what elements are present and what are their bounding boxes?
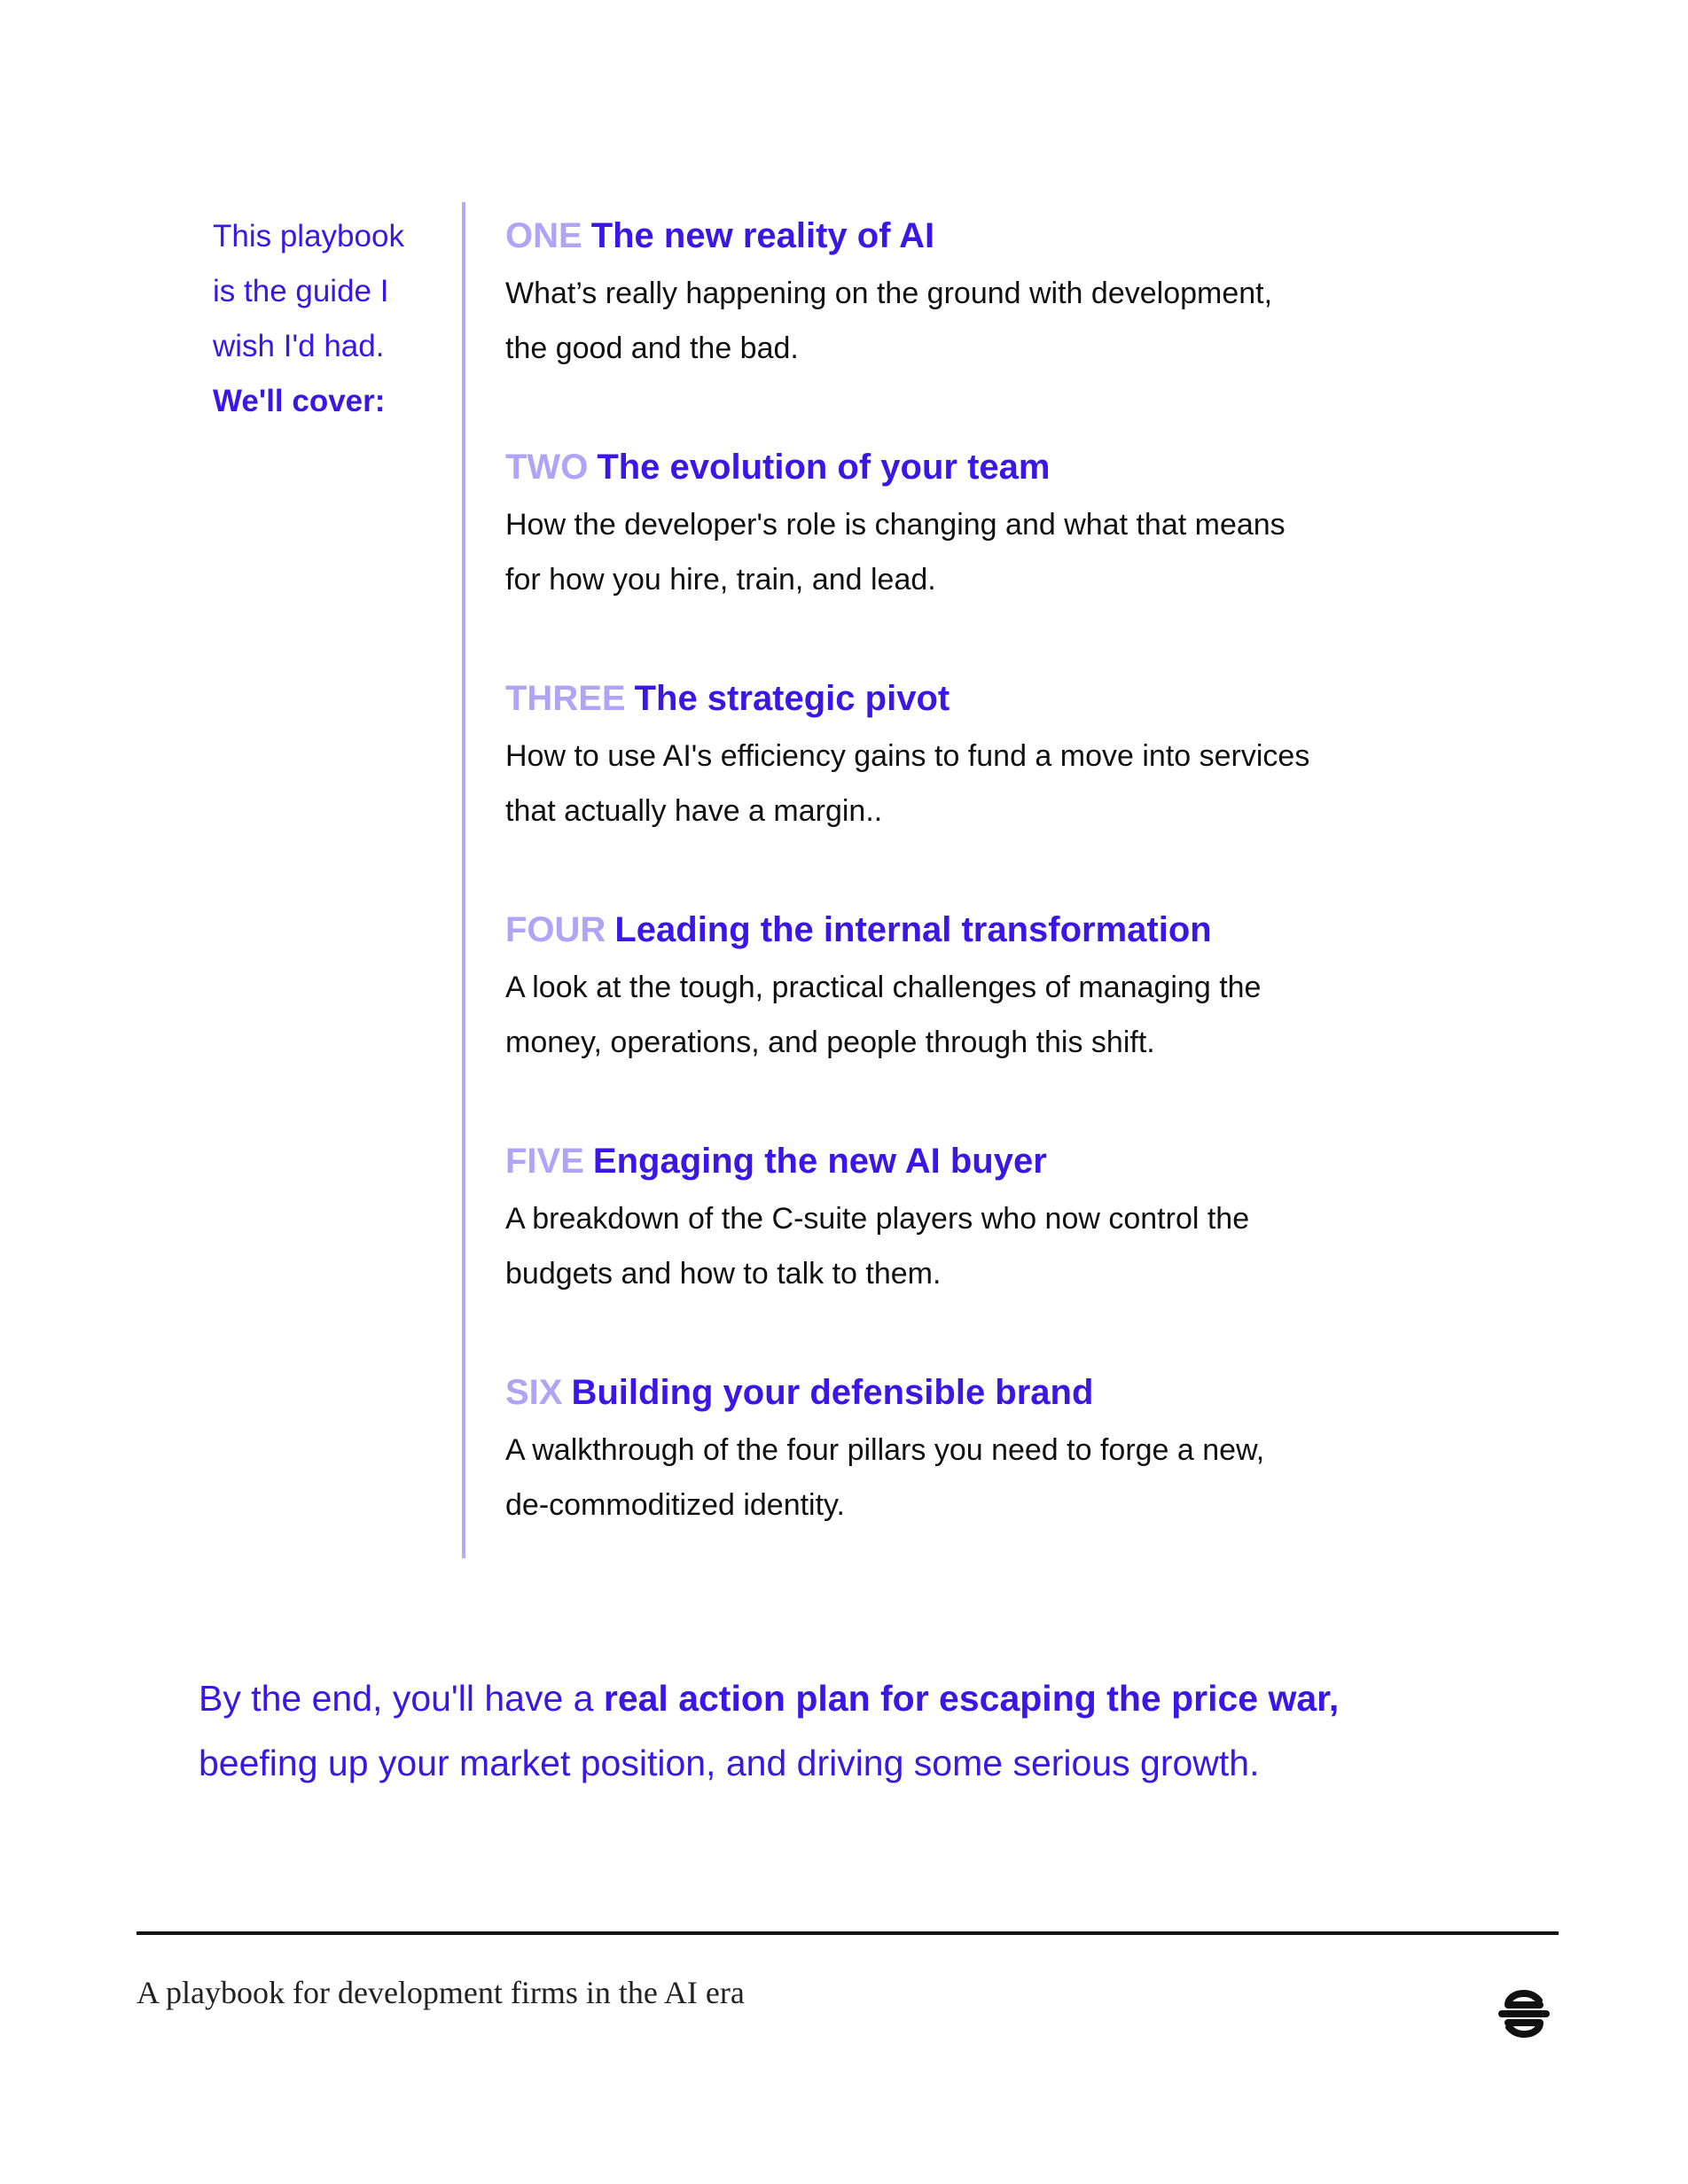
section-four xyxy=(505,905,1481,1136)
closing-statement xyxy=(199,1666,1528,1796)
closing-emphasis: real action plan for escaping the price war, xyxy=(603,1678,1340,1719)
section-title: Engaging the new AI buyer xyxy=(592,1142,1047,1181)
description-line: de-commoditized identity. xyxy=(505,1488,845,1522)
section-heading xyxy=(505,211,1481,261)
intro-block xyxy=(213,209,452,429)
section-title: The strategic pivot xyxy=(634,679,950,718)
section-title: The evolution of your team xyxy=(597,448,1051,487)
section-heading xyxy=(505,442,1481,492)
section-title: The new reality of AI xyxy=(590,216,935,255)
closing-line-2: beefing up your market position, and driving some serious growth. xyxy=(199,1743,1260,1783)
section-title: Building your defensible brand xyxy=(571,1373,1094,1412)
s-monogram-icon xyxy=(1498,1988,1550,2040)
section-three xyxy=(505,674,1481,905)
section-number: SIX xyxy=(505,1373,563,1412)
section-six xyxy=(505,1368,1481,1599)
description-line: A breakdown of the C-suite players who now control the xyxy=(505,1202,1250,1236)
description-line: money, operations, and people through this shift. xyxy=(505,1026,1155,1059)
description-line: A look at the tough, practical challenges of managing the xyxy=(505,971,1262,1004)
description-line: How the developer's role is changing and what that means xyxy=(505,508,1286,542)
description-line: What’s really happening on the ground with development, xyxy=(505,277,1273,310)
description-line: A walkthrough of the four pillars you need to forge a new, xyxy=(505,1433,1265,1467)
description-line: budgets and how to talk to them. xyxy=(505,1257,942,1291)
section-description xyxy=(505,729,1481,838)
section-number: FOUR xyxy=(505,910,606,949)
section-number: TWO xyxy=(505,448,589,487)
vertical-divider xyxy=(462,202,465,1558)
intro-line: This playbook xyxy=(213,219,404,254)
section-five xyxy=(505,1136,1481,1368)
description-line: the good and the bad. xyxy=(505,332,799,365)
section-number: FIVE xyxy=(505,1142,584,1181)
closing-lead-text: By the end, you'll have a xyxy=(199,1678,604,1719)
section-heading xyxy=(505,674,1481,723)
description-line: for how you hire, train, and lead. xyxy=(505,563,936,597)
contents-list xyxy=(505,211,1481,1599)
section-heading xyxy=(505,905,1481,955)
footer-title: A playbook for development firms in the AI era xyxy=(137,1975,745,2010)
intro-line: is the guide I xyxy=(213,274,389,308)
section-description xyxy=(505,1191,1481,1301)
section-number: ONE xyxy=(505,216,582,255)
closing-line-1 xyxy=(199,1666,1528,1731)
intro-line: wish I'd had. xyxy=(213,329,385,363)
section-description xyxy=(505,497,1481,607)
footer-divider xyxy=(137,1931,1559,1935)
section-description xyxy=(505,266,1481,376)
section-number: THREE xyxy=(505,679,626,718)
section-title: Leading the internal transformation xyxy=(614,910,1212,949)
section-description xyxy=(505,960,1481,1070)
section-heading xyxy=(505,1368,1481,1417)
section-two xyxy=(505,442,1481,674)
intro-cover-label: We'll cover: xyxy=(213,384,386,418)
description-line: that actually have a margin.. xyxy=(505,794,883,828)
section-one xyxy=(505,211,1481,442)
section-description xyxy=(505,1423,1481,1533)
section-heading xyxy=(505,1136,1481,1186)
description-line: How to use AI's efficiency gains to fund a move into services xyxy=(505,739,1310,773)
